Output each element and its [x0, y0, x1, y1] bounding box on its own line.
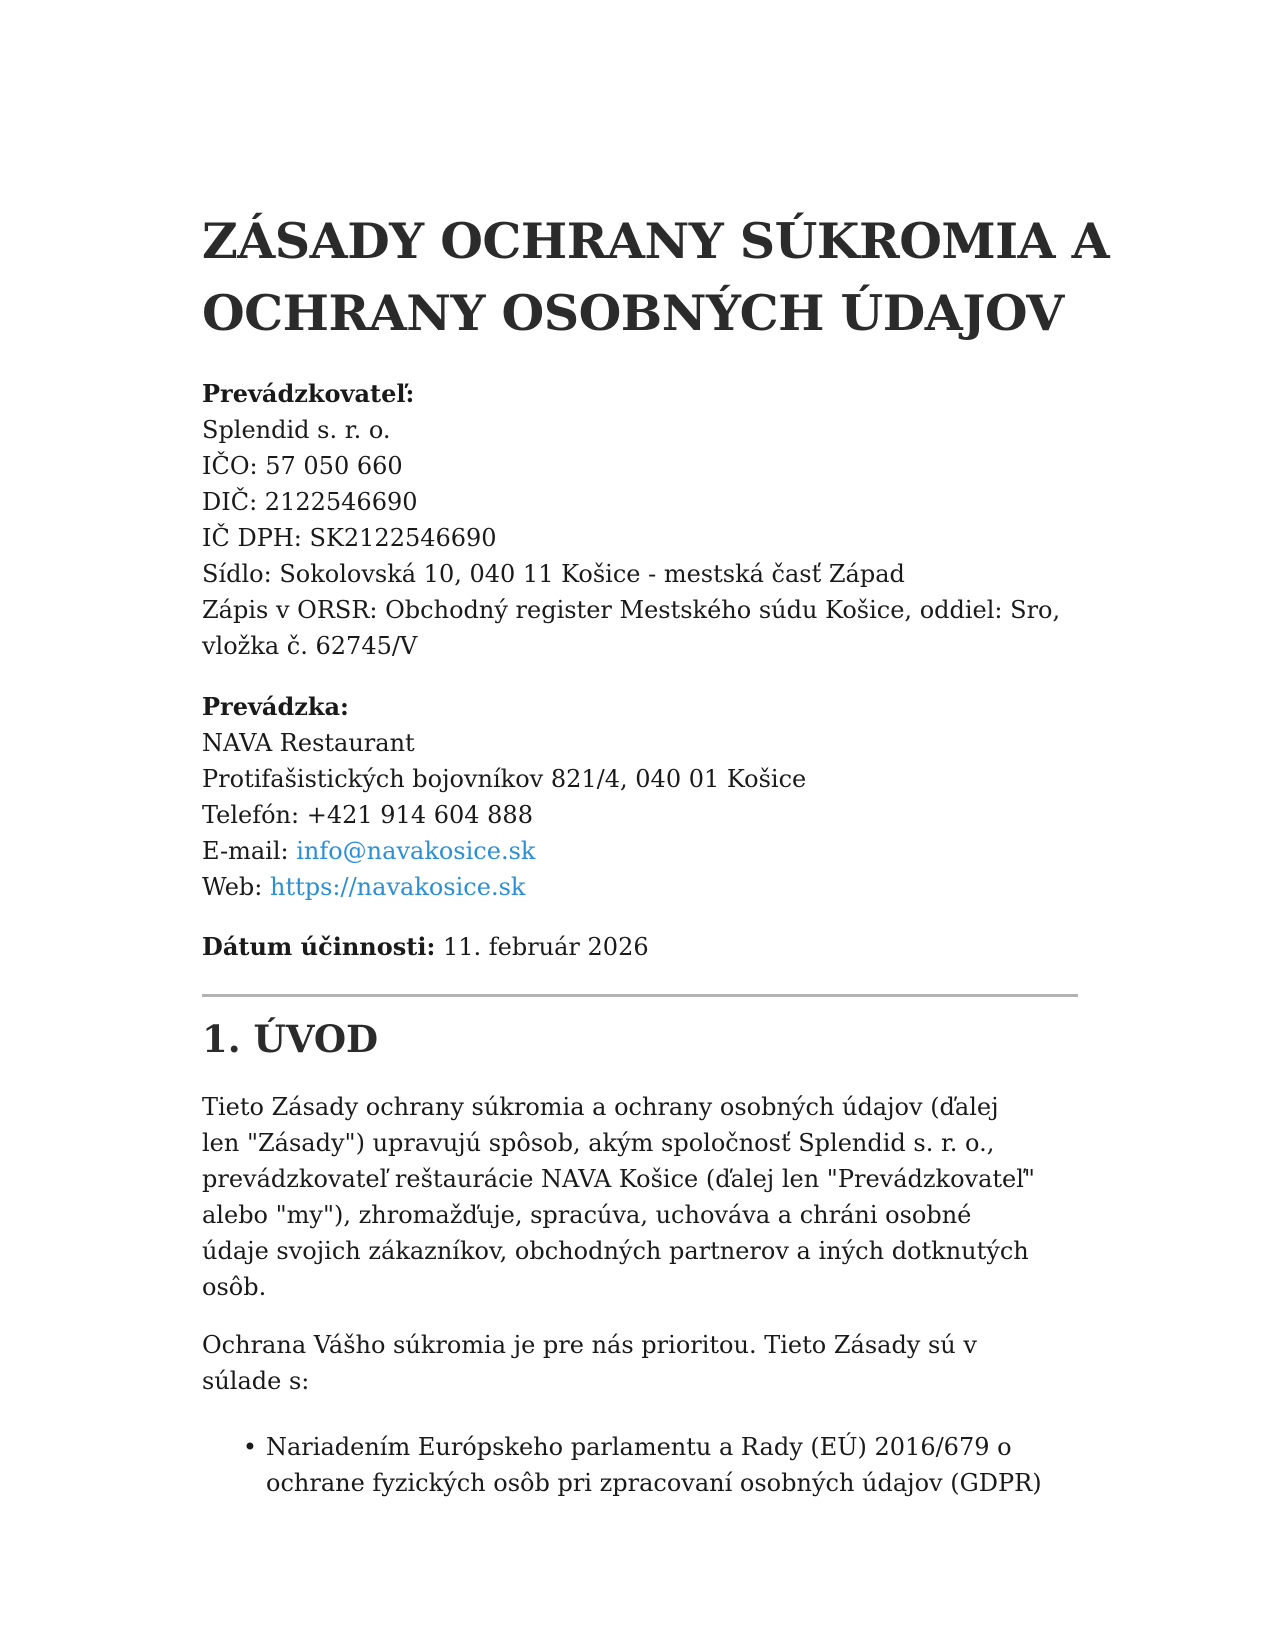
document-title [202, 205, 1110, 349]
establishment-web-row [202, 869, 1077, 905]
operator-block [202, 376, 1077, 664]
operator-registry: Zápis v ORSR: Obchodný register Mestského súdu Košice, oddiel: Sro, [202, 596, 1061, 624]
operator-ico: IČO: 57 050 660 [202, 452, 403, 480]
establishment-block [202, 689, 1077, 905]
establishment-name: NAVA Restaurant [202, 729, 415, 757]
operator-company: Splendid s. r. o. [202, 416, 391, 444]
intro-paragraph-2: Ochrana Vášho súkromia je pre nás prioritou. Tieto Zásady sú v súlade s: [202, 1331, 977, 1395]
web-label: Web: [202, 873, 270, 901]
email-label: E-mail: [202, 837, 297, 865]
operator-label: Prevádzkovateľ: [202, 379, 415, 408]
effective-date-label: Dátum účinnosti: [202, 932, 436, 961]
establishment-label: Prevádzka: [202, 692, 349, 721]
bullet-icon: • [242, 1433, 258, 1461]
effective-date [202, 929, 1077, 965]
compliance-list [240, 1429, 1080, 1501]
horizontal-divider [202, 994, 1078, 997]
section-heading-intro: 1. ÚVOD [202, 1017, 379, 1061]
intro-paragraph-1: Tieto Zásady ochrany súkromia a ochrany osobných údajov (ďalej len "Zásady") upravujú spôsob, akým spoločnosť Splendid s. r. o., prevádzkovateľ reštaurácie NAVA Košice (ďalej len "Prevádzkovateľ" alebo "my"), zhromažďuje, spracúva, uchováva a chráni osobné údaje svojich zákazníkov, obchodných partnerov a iných dotknutých osôb. [202, 1093, 1035, 1301]
effective-date-value: 11. február 2026 [435, 933, 649, 961]
email-link[interactable]: info@navakosice.sk [296, 837, 536, 865]
operator-address: Sídlo: Sokolovská 10, 040 11 Košice - mestská časť Západ [202, 560, 905, 588]
establishment-phone: Telefón: +421 914 604 888 [202, 801, 533, 829]
establishment-email-row [202, 833, 1077, 869]
title-line-2: OCHRANY OSOBNÝCH ÚDAJOV [202, 284, 1064, 342]
web-link[interactable]: https://navakosice.sk [270, 873, 526, 901]
operator-registry-cont: vložka č. 62745/V [202, 632, 418, 660]
operator-ic-dph: IČ DPH: SK2122546690 [202, 524, 497, 552]
title-line-1: ZÁSADY OCHRANY SÚKROMIA A [202, 212, 1110, 270]
list-item: • Nariadením Európskeho parlamentu a Rady (EÚ) 2016/679 o ochrane fyzických osôb pri zpracovaní osobných údajov (GDPR) [240, 1429, 1080, 1501]
establishment-address: Protifašistických bojovníkov 821/4, 040 01 Košice [202, 765, 807, 793]
operator-dic: DIČ: 2122546690 [202, 488, 418, 516]
